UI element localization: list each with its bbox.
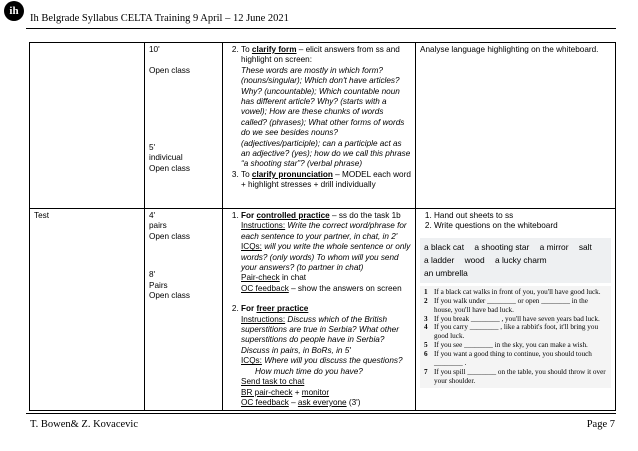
sentence-number: 4 bbox=[424, 323, 428, 332]
instructions-text: Discuss which of the British superstitions are true in Serbia? What other superstitions do people have in Serbia? Discuss in pairs, in BoRs, in 5' bbox=[241, 314, 399, 355]
icq-label: ICQs: bbox=[241, 242, 262, 252]
step-text: – ss do the task 1b bbox=[329, 211, 401, 220]
time-label: 4' bbox=[149, 211, 156, 220]
sentence-number: 1 bbox=[424, 287, 428, 296]
step-text: – bbox=[288, 397, 298, 407]
footer-divider bbox=[26, 413, 616, 414]
sentence-text: If a black cat walks in front of you, you'll have good luck. bbox=[434, 287, 601, 296]
worksheet-sentence bbox=[424, 323, 607, 341]
aid-item: 2. Write questions on the whiteboard bbox=[434, 221, 611, 231]
stage-cell bbox=[30, 209, 145, 411]
oc-feedback-text: – show the answers on screen bbox=[288, 283, 402, 293]
sentence-number: 7 bbox=[424, 367, 428, 376]
oc-feedback-label: OC feedback bbox=[241, 397, 289, 407]
table-row bbox=[30, 43, 616, 209]
page-number: Page 7 bbox=[586, 419, 615, 430]
sentence-text: If you see ________ in the sky, you can make a wish. bbox=[434, 341, 588, 350]
timing-interaction-cell bbox=[145, 43, 223, 209]
time-label: 10' bbox=[149, 45, 160, 54]
instructions-text: Write the correct word/phrase for each sentence to your partner, in chat, in 2' bbox=[241, 221, 407, 241]
step-text: – MODEL each word + highlight stresses + drill individually bbox=[241, 169, 411, 190]
time-label: 5' bbox=[149, 142, 156, 152]
instructions-label: Instructions: bbox=[241, 314, 286, 324]
procedure-step bbox=[241, 45, 411, 170]
time-label: 8' bbox=[149, 270, 156, 280]
icq-text: will you write the whole sentence or only words? (only words) To whom will you send your answers? (to partner in chat) bbox=[241, 242, 411, 273]
icq-label: ICQs: bbox=[241, 356, 262, 366]
step-text: For bbox=[241, 304, 257, 314]
aids-cell bbox=[416, 209, 616, 411]
step-text: To bbox=[241, 45, 252, 54]
word-chip: a ladder bbox=[424, 254, 455, 265]
step-text: – elicit answers from ss and highlight on screen: bbox=[241, 45, 400, 65]
word-chip: a lucky charm bbox=[494, 254, 547, 265]
interaction-label: Open class bbox=[149, 291, 190, 301]
sentence-number: 5 bbox=[424, 341, 428, 350]
sentence-number: 6 bbox=[424, 350, 428, 359]
aid-item: 1. Hand out sheets to ss bbox=[434, 211, 611, 221]
concept-questions: These words are mostly in which form? (nouns/singular); Which don't have articles? Why? (uncountable); Which countable noun has different article? Why? (starts with a vowel); How are these chunks of words called? (phrases); What other forms of words do we see besides nouns? (adjectives/participle); can a participle act as an adjective? (yes); how do we call this phrase “a shooting star”? (verbal phrase) bbox=[241, 65, 411, 169]
word-chip: wood bbox=[464, 254, 485, 265]
sentence-text: If you carry ________ , like a rabbit's foot, it'll bring you good luck. bbox=[434, 323, 599, 341]
timing-interaction-cell bbox=[145, 209, 223, 411]
table-row bbox=[30, 209, 616, 411]
word-chip: an umbrella bbox=[424, 267, 468, 278]
sentence-text: If you break ________ , you'll have seven years bad luck. bbox=[434, 314, 600, 323]
word-chip: a shooting star bbox=[474, 241, 530, 252]
icq-text: How much time do you have? bbox=[255, 366, 363, 376]
monitor-label: monitor bbox=[301, 387, 330, 397]
step-text: For bbox=[241, 211, 257, 220]
interaction-label: pairs bbox=[149, 221, 167, 231]
sentence-number: 2 bbox=[424, 296, 428, 305]
oc-feedback-label: OC feedback bbox=[241, 283, 289, 293]
interaction-label: Pairs bbox=[149, 280, 168, 290]
sentence-text: If you want a good thing to continue, you should touch ________ . bbox=[434, 350, 592, 368]
word-chip: a black cat bbox=[424, 241, 465, 252]
footer-authors: T. Bowen& Z. Kovacevic bbox=[30, 419, 138, 430]
worksheet-sentence bbox=[424, 341, 607, 350]
worksheet-sentence bbox=[424, 288, 607, 297]
br-pair-check-label: BR pair-check bbox=[241, 387, 293, 397]
procedure-step bbox=[241, 304, 411, 408]
interaction-label: Open class bbox=[149, 231, 190, 241]
header-divider bbox=[26, 28, 616, 29]
step-keyword: controlled practice bbox=[256, 211, 330, 220]
step-text: To bbox=[241, 169, 252, 179]
worksheet-sentence bbox=[424, 368, 607, 386]
pair-check-text: in chat bbox=[279, 273, 307, 283]
pair-check-label: Pair-check bbox=[241, 273, 280, 283]
interaction-label: indivicual bbox=[149, 153, 183, 163]
stage-label: Test bbox=[34, 211, 50, 220]
worksheet-sentence bbox=[424, 350, 607, 368]
interaction-label: Open class bbox=[149, 163, 190, 173]
stage-cell bbox=[30, 43, 145, 209]
procedure-step bbox=[241, 170, 411, 191]
step-keyword: clarify pronunciation bbox=[251, 169, 333, 179]
worksheet-word-box bbox=[420, 238, 611, 283]
worksheet-sentence bbox=[424, 315, 607, 324]
aids-cell bbox=[416, 43, 616, 209]
word-chip: salt bbox=[578, 241, 592, 252]
sentence-number: 3 bbox=[424, 314, 428, 323]
icq-text: Where will you discuss the questions? bbox=[261, 356, 403, 366]
page-header-title: Ih Belgrade Syllabus CELTA Training 9 April – 12 June 2021 bbox=[30, 13, 289, 24]
ask-everyone-label: ask everyone bbox=[297, 397, 347, 407]
procedure-step bbox=[241, 211, 411, 304]
aids-text: Analyse language highlighting on the whiteboard. bbox=[420, 45, 599, 54]
step-keyword: clarify form bbox=[251, 45, 297, 54]
lesson-plan-table bbox=[29, 42, 616, 411]
send-task-text: Send task to chat bbox=[241, 377, 305, 387]
step-keyword: freer practice bbox=[256, 304, 309, 314]
ih-logo: ih bbox=[4, 1, 24, 21]
sentence-text: If you walk under ________ or open ________ in the house, you'll have bad luck. bbox=[434, 296, 588, 314]
sentence-text: If you spill ________ on the table, you should throw it over your shoulder. bbox=[434, 367, 606, 385]
procedure-cell bbox=[223, 43, 416, 209]
worksheet-sentences bbox=[420, 286, 611, 388]
interaction-label: Open class bbox=[149, 66, 190, 76]
procedure-cell bbox=[223, 209, 416, 411]
step-text: (3') bbox=[346, 397, 361, 407]
instructions-label: Instructions: bbox=[241, 221, 286, 231]
word-chip: a mirror bbox=[539, 241, 569, 252]
step-text: + bbox=[292, 387, 302, 397]
worksheet-sentence bbox=[424, 297, 607, 315]
